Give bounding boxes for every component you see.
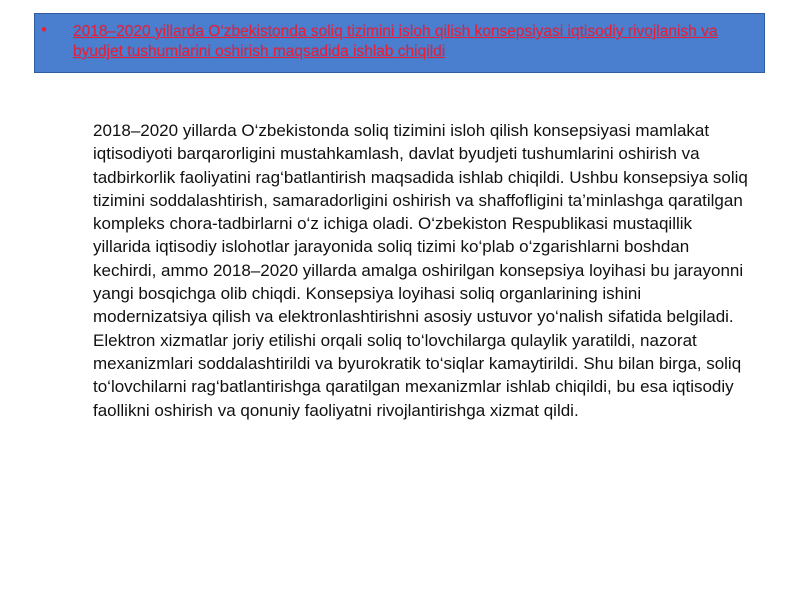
body-paragraph: 2018–2020 yillarda O‘zbekistonda soliq tizimini isloh qilish konsepsiyasi mamlakat iqtisodiyoti barqarorligini mustahkamlash, davlat byudjeti tushumlarini oshirish va tadbirkorlik faoliyatini rag‘batlantirish maqsadida ishlab chiqildi. Ushbu konsepsiya soliq tizimini soddalashtirish, samaradorligini oshirish va shaffofligini ta’minlashga qaratilgan kompleks chora-tadbirlarni o‘z ichiga oladi. O‘zbekiston Respublikasi mustaqillik yillarida iqtisodiy islohotlar jarayonida soliq tizimi ko‘plab o‘zgarishlarni boshdan kechirdi, ammo 2018–2020 yillarda amalga oshirilgan konsepsiya loyihasi bu jarayonni yangi bosqichga olib chiqdi. Konsepsiya loyihasi soliq organlarining ishini modernizatsiya qilish va elektronlashtirishni asosiy ustuvor yo‘nalish sifatida belgiladi. Elektron xizmatlar joriy etilishi orqali soliq to‘lovchilarga qulaylik yaratildi, nazorat mexanizmlari soddalashtirildi va byurokratik to‘siqlar kamaytirildi. Shu bilan birga, soliq to‘lovchilarni rag‘batlantirishga qaratilgan mexanizmlar ishlab chiqildi, bu esa iqtisodiy faollikni oshirish va qonuniy faoliyatni rivojlantirishga xizmat qildi.	[93, 121, 748, 420]
bullet-icon: •	[41, 20, 47, 39]
title-box	[34, 13, 765, 73]
slide-title: 2018–2020 yillarda O‘zbekistonda soliq tizimini isloh qilish konsepsiyasi iqtisodiy rivojlanish va byudjet tushumlarini oshirish maqsadida ishlab chiqildi	[73, 23, 718, 60]
